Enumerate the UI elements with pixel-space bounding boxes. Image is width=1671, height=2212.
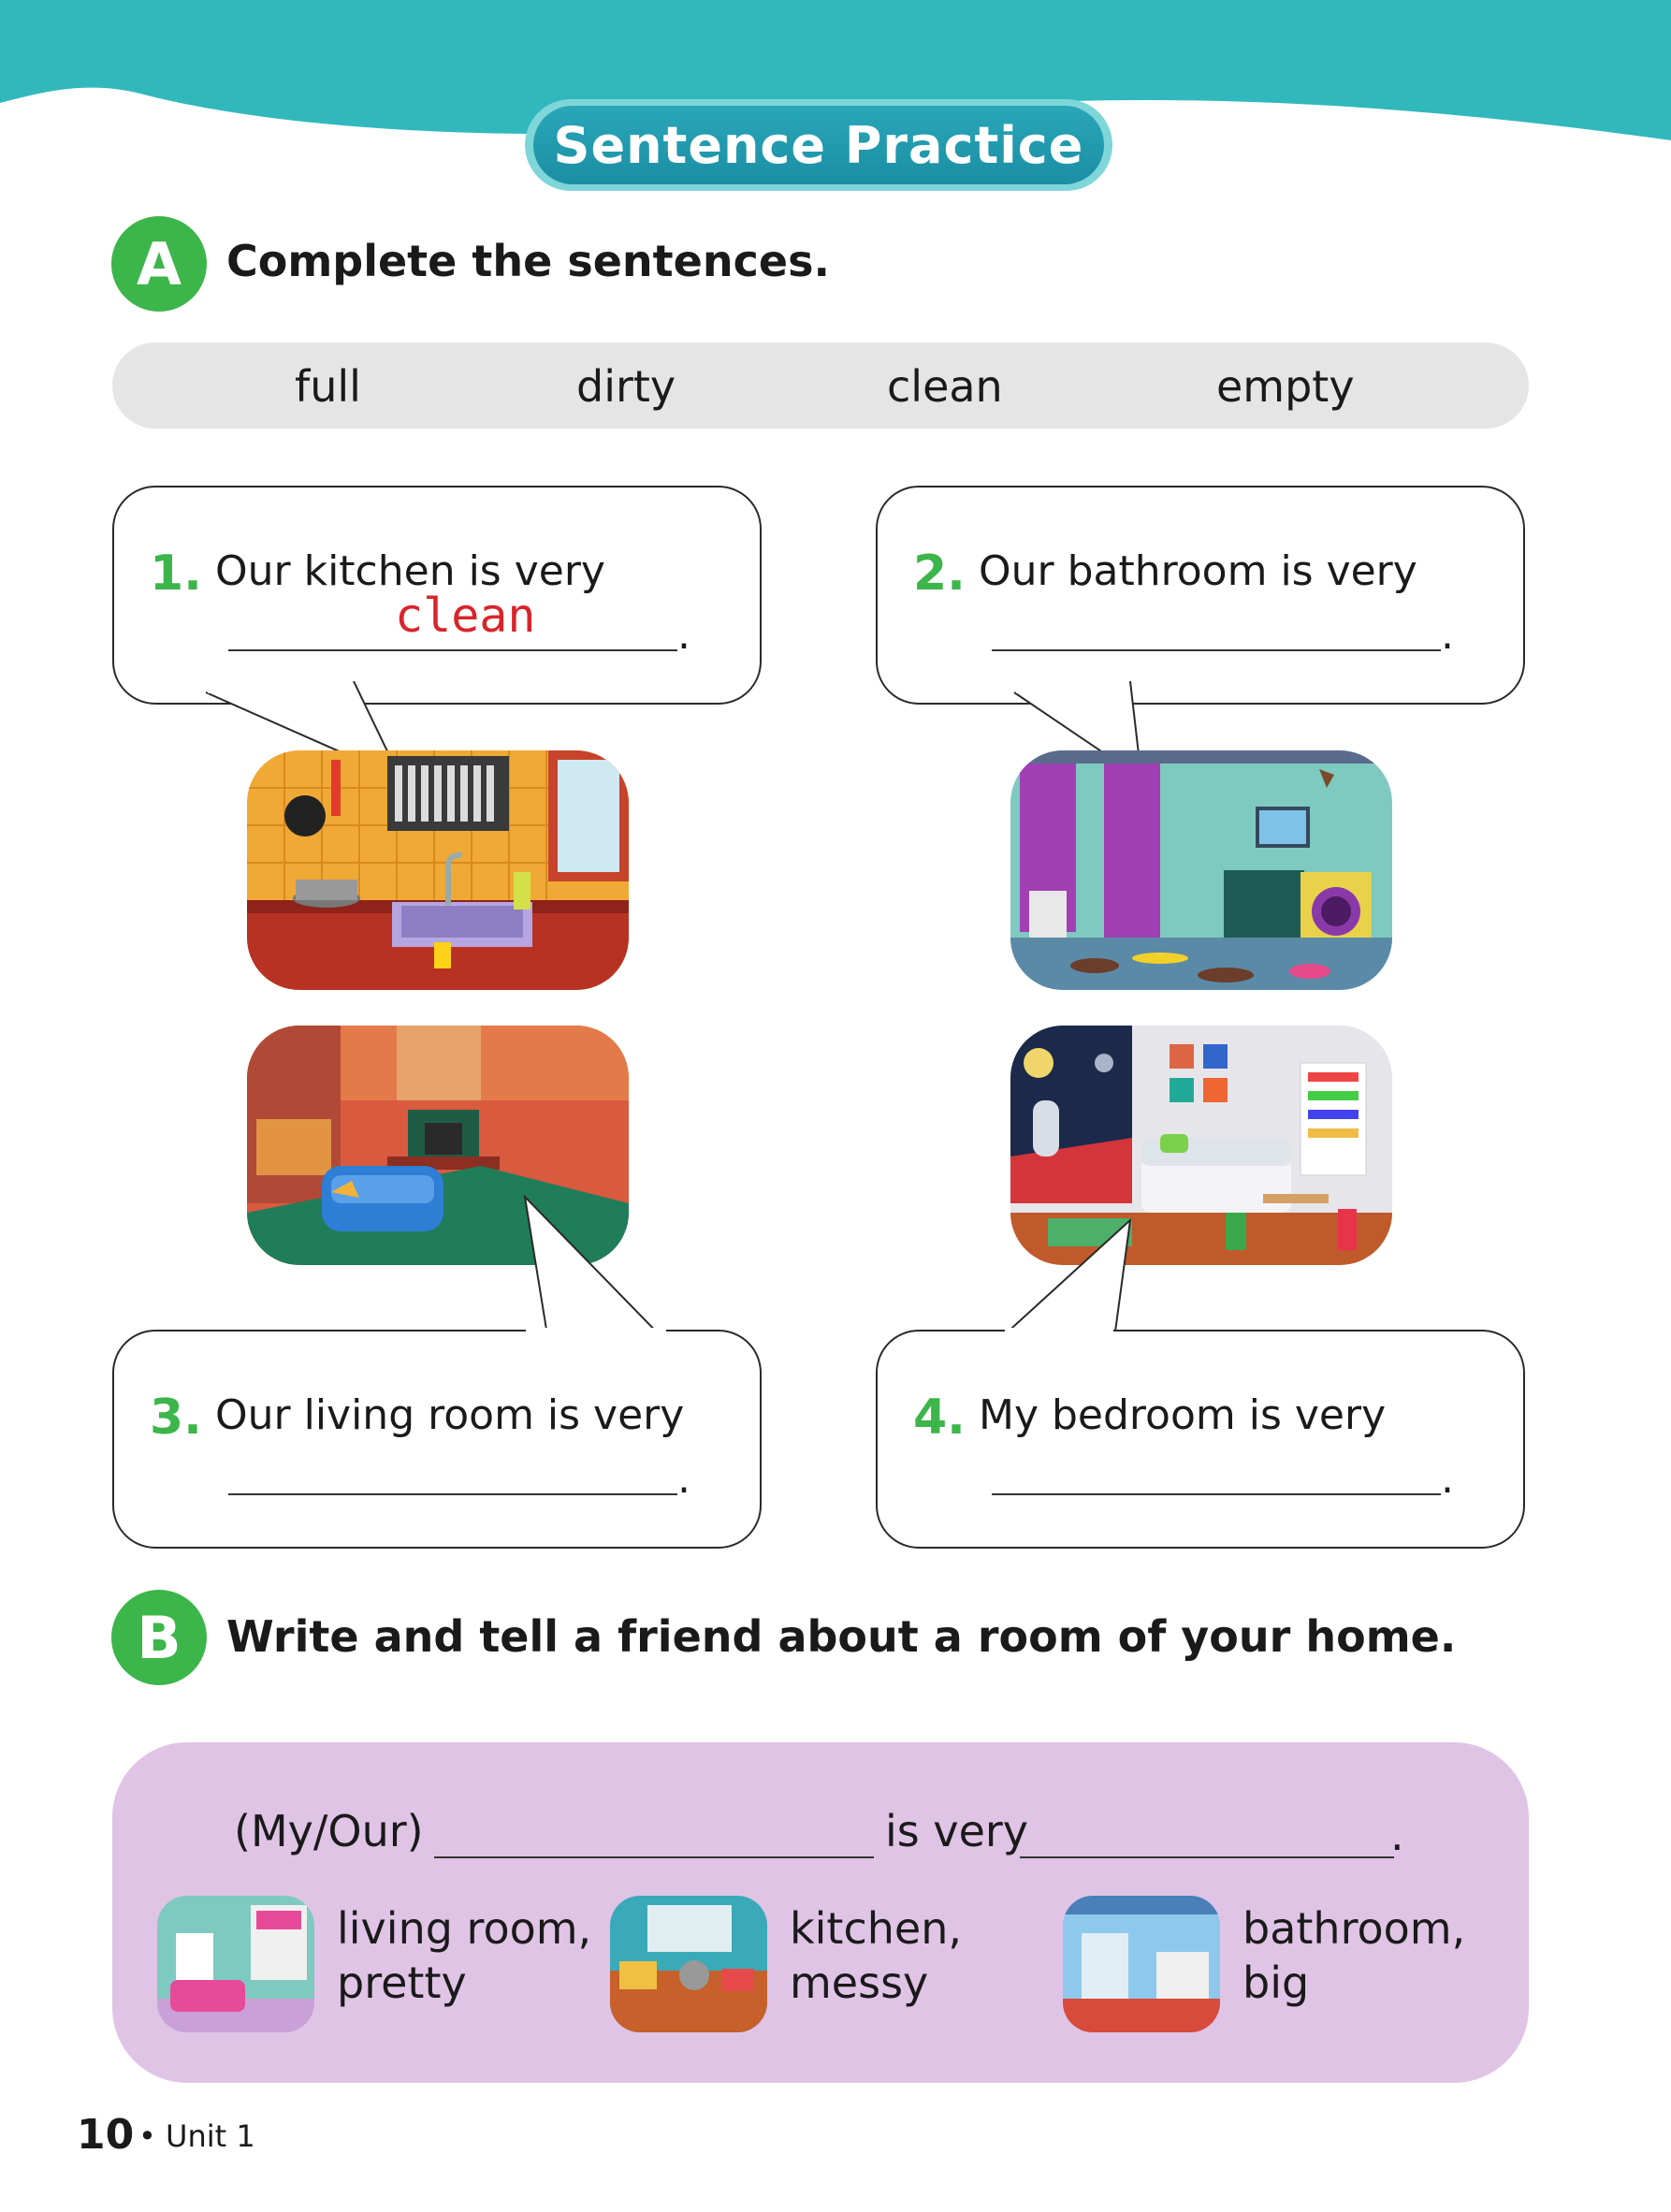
frame-start: (My/Our)	[234, 1806, 424, 1856]
example-hint-3	[1242, 1901, 1465, 2010]
adjective-blank[interactable]	[1020, 1856, 1394, 1858]
example-room: kitchen,	[790, 1903, 962, 1954]
page-number: 10	[77, 2111, 135, 2159]
example-adjective: pretty	[337, 1957, 467, 2008]
section-a-badge: A	[111, 216, 207, 312]
word-bank-item: dirty	[576, 361, 676, 412]
answer-text: clean	[395, 589, 536, 643]
answer-blank[interactable]	[992, 1493, 1441, 1495]
period: .	[677, 611, 690, 659]
living-room-thumbnail	[157, 1896, 314, 2032]
page-title: Sentence Practice	[533, 106, 1104, 184]
item-number: 3.	[150, 1390, 202, 1446]
writing-panel	[112, 1742, 1529, 2083]
room-blank[interactable]	[434, 1856, 874, 1858]
sentence-bubble-4	[876, 1330, 1525, 1549]
item-text: Our kitchen is very	[215, 547, 605, 595]
kitchen-thumbnail	[610, 1896, 767, 2032]
sentence-bubble-2	[876, 486, 1525, 705]
word-bank-item: empty	[1216, 361, 1355, 412]
item-number: 1.	[150, 546, 202, 602]
word-bank-item: clean	[887, 361, 1003, 412]
frame-end: .	[1390, 1810, 1404, 1860]
example-adjective: big	[1242, 1957, 1310, 2008]
tail-gap	[526, 1328, 676, 1335]
period: .	[1441, 1455, 1454, 1503]
sentence-bubble-1	[112, 486, 762, 705]
word-bank	[112, 342, 1529, 429]
item-text: My bedroom is very	[979, 1391, 1387, 1439]
answer-blank[interactable]	[228, 649, 677, 651]
bathroom-thumbnail	[1063, 1896, 1220, 2032]
item-number: 2.	[913, 546, 966, 602]
period: .	[1441, 611, 1454, 659]
section-b-instruction: Write and tell a friend about a room of your home.	[226, 1611, 1457, 1662]
example-adjective: messy	[790, 1957, 929, 2008]
example-room: bathroom,	[1242, 1903, 1466, 1954]
example-hint-2	[790, 1901, 962, 2010]
period: .	[677, 1455, 690, 1503]
section-b-badge: B	[111, 1590, 207, 1685]
word-bank-item: full	[295, 361, 361, 412]
example-room: living room,	[337, 1903, 592, 1954]
tail-gap	[1005, 1328, 1117, 1335]
example-hint-1	[337, 1901, 591, 2010]
bubble-tail	[519, 1195, 678, 1345]
frame-middle: is very	[885, 1806, 1029, 1856]
bathroom-dirty-image	[1010, 750, 1392, 990]
item-text: Our bathroom is very	[979, 547, 1417, 595]
sentence-bubble-3	[112, 1330, 762, 1549]
section-a-instruction: Complete the sentences.	[226, 236, 830, 286]
item-number: 4.	[913, 1390, 966, 1446]
title-banner	[525, 99, 1112, 191]
unit-label: • Unit 1	[138, 2118, 255, 2154]
answer-blank[interactable]	[228, 1493, 677, 1495]
item-text: Our living room is very	[215, 1391, 685, 1439]
answer-blank[interactable]	[992, 649, 1441, 651]
kitchen-clean-image	[247, 750, 629, 990]
